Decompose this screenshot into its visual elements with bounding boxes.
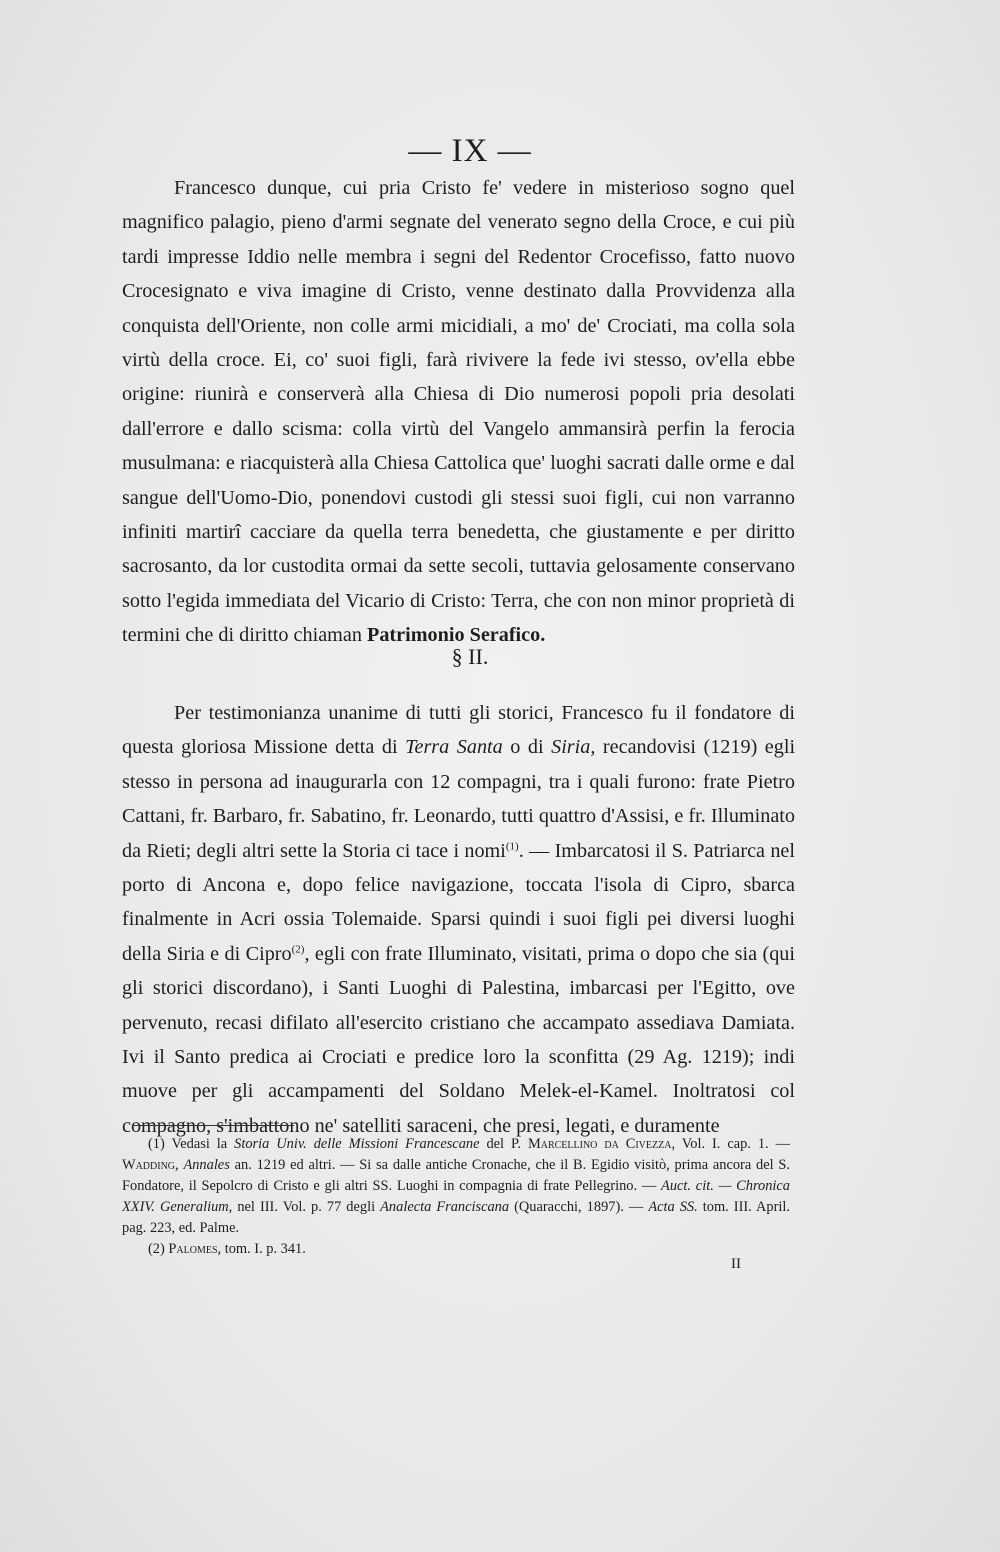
footnote-ref-1: (1) [505, 839, 519, 852]
paragraph-1-text: Francesco dunque, cui pria Cristo fe' vedere in misterioso sogno quel magnifico palagio, pieno d'armi segnate del venerato segno della Croce, e cui più tardi impresse Iddio nelle membra i segni del Redentor Crocefisso, fatto nuovo Crocesignato e viva imagine di Cristo, venne destinato dalla Provvidenza alla conquista dell'Oriente, non colle armi micidiali, a mo' de' Crociati, ma colla sola virtù della croce. Ei, co' suoi figli, farà rivivere la fede ivi stesso, ov'ella ebbe origine: riunirà e conserverà alla Chiesa di Dio numerosi popoli pria desolati dall'errore e dallo scisma: colla virtù del Vangelo ammansirà perfin la ferocia musulmana: e riacquisterà alla Chiesa Cattolica que' luoghi sacrati dalle orme e dal sangue dell'Uomo-Dio, ponendovi custodi gli stessi suoi figli, cui non varranno infiniti martirî cacciare da quella terra benedetta, che giustamente e per diritto sacrosanto, da lor custodita ormai da sette secoli, tuttavia gelosamente conservano sotto l'egida immediata del Vicario di Cristo: Terra, che con non minor proprietà di termini che di diritto chiaman [122, 177, 795, 647]
fn1-author-2: Wadding [122, 1157, 176, 1173]
fn1-text-c: , Vol. I. cap. 1. — [671, 1136, 790, 1152]
p2-text-5: , egli con frate Illuminato, visitati, prima o dopo che sia (qui gli storici discordano), i Santi Luoghi di Palestina, imbarcasi per l'Egitto, ove pervenuto, recasi difilato all'esercito cristiano che accampato assediava Damiata. Ivi il Santo predica ai Crociati e predice loro la sconfitta (29 Ag. 1219); indi muove per gli accampamenti del Soldano Melek-el-Kamel. Inoltratosi col compagno, s'imbattono ne' satelliti saraceni, che presi, legati, e duramente [122, 942, 795, 1137]
fn1-text-g: (Quaracchi, 1897). — [514, 1199, 644, 1215]
fn1-text-b: del P. [486, 1136, 521, 1152]
p2-text-3: recandovisi (1219) egli stesso in persona ad inaugurarla con 12 compagni, tra i quali furono: frate Pietro Cattani, fr. Barbaro, fr. Sabatino, fr. Leonardo, tutti quattro d'Assisi, e fr. Illuminato da Rieti; degli altri sette la Storia ci tace i nomi [122, 736, 796, 862]
p2-italic-2: Siria, [551, 736, 596, 759]
p2-text-1: Per testimonianza unanime di tutti gli storici, Francesco fu il fondatore di questa gloriosa Missione detta di [122, 702, 795, 759]
footnote-1 [122, 1134, 790, 1239]
footnote-divider [134, 1125, 294, 1126]
footnote-ref-2: (2) [291, 943, 305, 956]
fn1-text-d: , [175, 1157, 179, 1173]
p2-italic-1: Terra Santa [405, 736, 503, 759]
fn1-italic-5: Acta SS. [648, 1199, 698, 1215]
fn2-author: Palomes [168, 1241, 218, 1257]
fn1-text-h: tom. III. April. pag. 223, ed. Palme. [122, 1199, 790, 1236]
fn1-author-1: Marcellino da Civezza [527, 1136, 672, 1152]
fn1-text-f: nel III. Vol. p. 77 degli [237, 1199, 376, 1215]
page-number: — IX — [408, 133, 532, 169]
footnotes [122, 1134, 790, 1260]
fn1-italic-1: Storia Univ. delle Missioni Francescane [234, 1136, 480, 1152]
paragraph-1-bold-phrase: Patrimonio Serafico. [366, 624, 546, 647]
signature-mark: II [731, 1256, 741, 1272]
fn2-text-a: (2) [148, 1241, 165, 1257]
fn1-italic-2: Annales [183, 1157, 230, 1173]
p2-text-4: . — Imbarcatosi il S. Patriarca nel porto di Ancona e, dopo felice navigazione, toccata l'isola di Cipro, sbarca finalmente in Acri ossia Tolemaide. Sparsi quindi i suoi figli pei diversi luoghi della Siria e di Cipro [122, 839, 795, 965]
fn2-text-b: , tom. I. p. 341. [217, 1241, 306, 1257]
section-heading: § II. [451, 644, 489, 669]
fn1-italic-3: Auct. cit. — Chronica XXIV. Generalium, [122, 1178, 790, 1215]
fn1-text-a: (1) Vedasi la [148, 1136, 228, 1152]
footnote-2 [122, 1239, 790, 1260]
paragraph-2 [122, 696, 795, 1143]
paragraph-1 [122, 171, 795, 653]
fn1-text-e: an. 1219 ed altri. — Si sa dalle antiche Cronache, che il B. Egidio visitò, prima ancora del S. Fondatore, il Sepolcro di Cristo e gli altri SS. Luoghi in compagnia di frate Pellegrino. — [122, 1157, 790, 1194]
p2-text-2: o di [510, 736, 544, 759]
fn1-italic-4: Analecta Franciscana [380, 1199, 510, 1215]
